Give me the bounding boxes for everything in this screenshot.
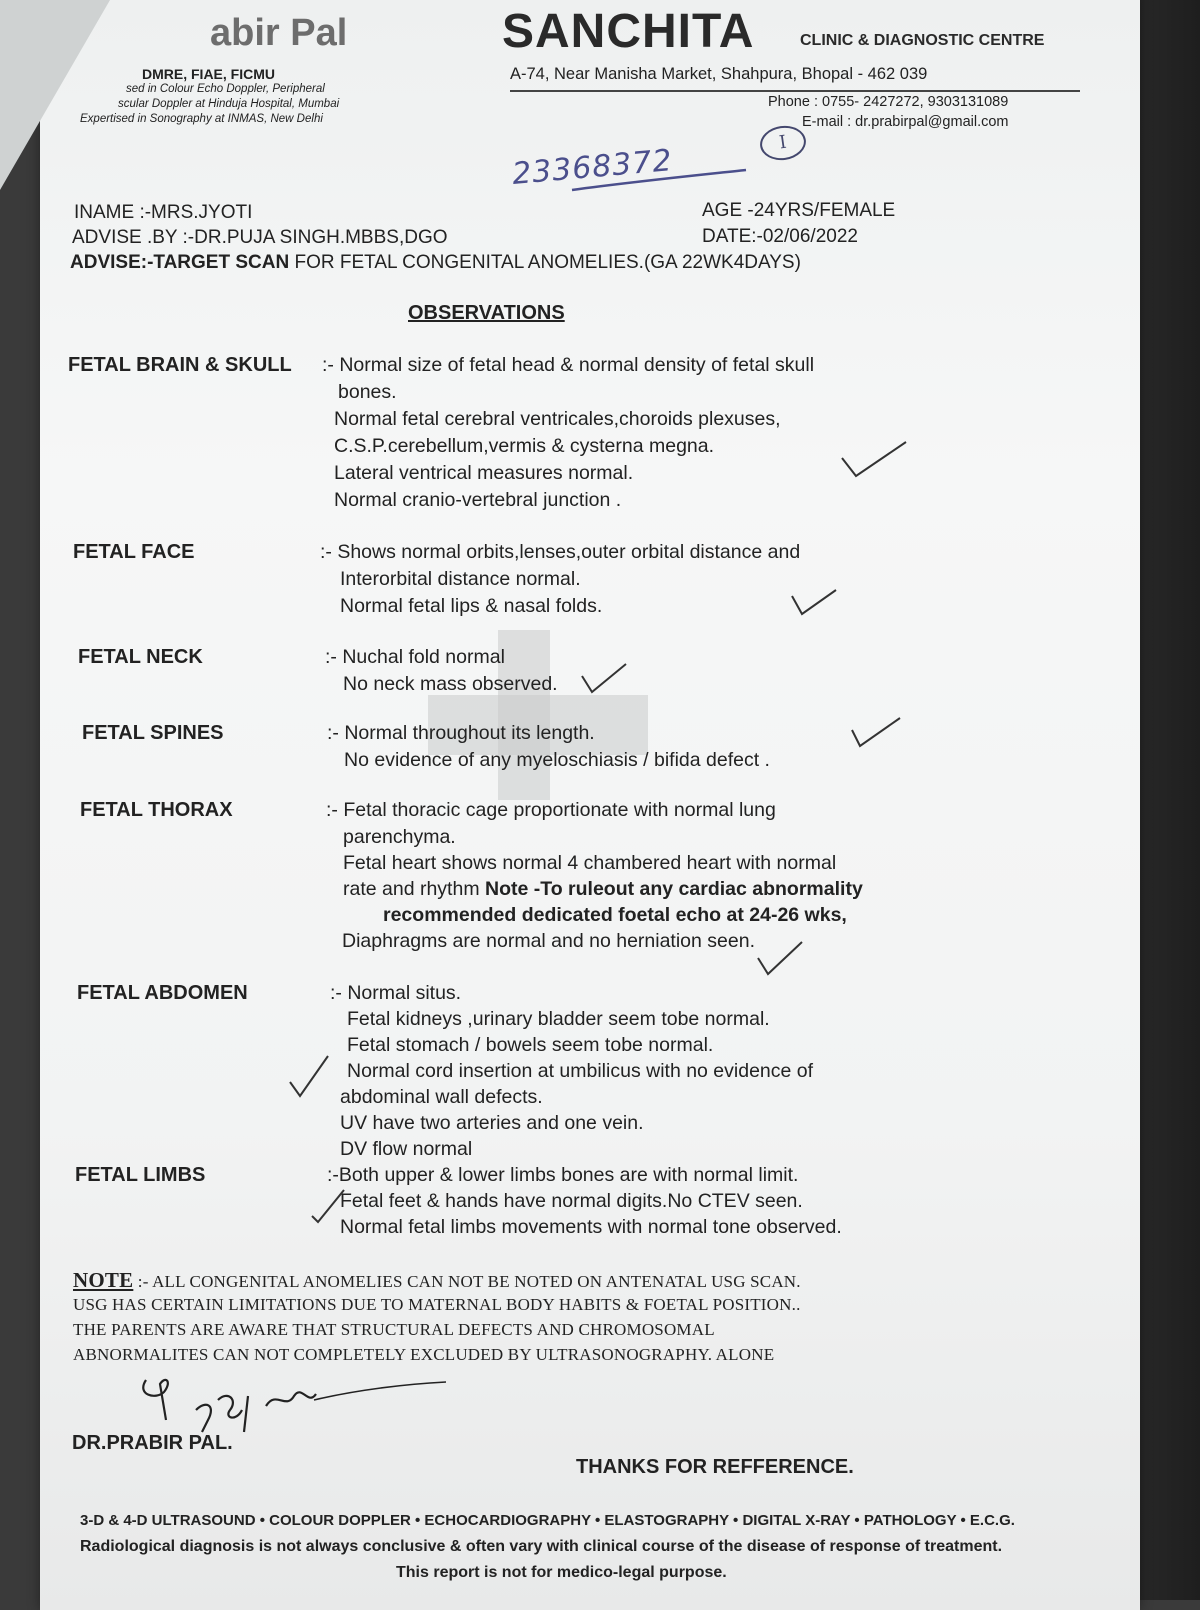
face-line: Interorbital distance normal. xyxy=(340,568,581,590)
brain-line: :- Normal size of fetal head & normal density of fetal skull xyxy=(322,354,815,376)
report-date: DATE:-02/06/2022 xyxy=(702,226,858,247)
abdomen-line: DV flow normal xyxy=(340,1138,473,1160)
patient-age: AGE -24YRS/FEMALE xyxy=(702,200,896,221)
clinic-phone: Phone : 0755- 2427272, 9303131089 xyxy=(768,94,1009,110)
abdomen-line: Fetal stomach / bowels seem tobe normal. xyxy=(347,1034,714,1056)
doctor-specialisation-2: scular Doppler at Hinduja Hospital, Mumbai xyxy=(118,98,340,110)
disclaimer-note-line: ABNORMALITES CAN NOT COMPLETELY EXCLUDED BY ULTRASONOGRAPHY. ALONE xyxy=(73,1345,775,1364)
handwritten-circled-mark: I xyxy=(758,123,808,163)
observations-heading: OBSERVATIONS xyxy=(408,302,565,324)
face-line: :- Shows normal orbits,lenses,outer orbital distance and xyxy=(320,541,801,563)
doctor-specialisation-3: Expertised in Sonography at INMAS, New Delhi xyxy=(80,113,323,125)
handwritten-underline xyxy=(570,168,750,198)
thorax-line xyxy=(343,878,863,901)
limbs-line: Normal fetal limbs movements with normal tone observed. xyxy=(340,1216,842,1238)
clinic-address: A-74, Near Manisha Market, Shahpura, Bhopal - 462 039 xyxy=(510,65,928,83)
paper-fold-corner xyxy=(0,0,110,190)
header-divider xyxy=(510,90,1080,92)
section-label-brain: FETAL BRAIN & SKULL xyxy=(68,354,292,376)
thorax-rhythm: rate and rhythm xyxy=(343,878,480,900)
footer-disclaimer: Radiological diagnosis is not always conclusive & often vary with clinical course of the disease of response of treatment. xyxy=(80,1538,1003,1555)
thorax-line xyxy=(383,904,847,927)
checkmark-icon xyxy=(288,1054,333,1099)
thorax-line: Fetal heart shows normal 4 chambered heart with normal xyxy=(343,852,837,874)
brain-line: Normal fetal cerebral ventricales,choroids plexuses, xyxy=(334,408,781,430)
section-label-limbs: FETAL LIMBS xyxy=(75,1164,206,1186)
section-label-thorax: FETAL THORAX xyxy=(80,799,233,821)
checkmark-icon xyxy=(580,662,630,697)
doctor-specialisation-1: sed in Colour Echo Doppler, Peripheral xyxy=(126,83,325,95)
spines-line: :- Normal throughout its length. xyxy=(327,722,595,744)
spines-line: No evidence of any myeloschiasis / bifida defect . xyxy=(344,749,770,771)
checkmark-icon xyxy=(840,438,910,483)
neck-line: No neck mass observed. xyxy=(343,673,558,695)
checkmark-icon xyxy=(756,938,806,978)
disclaimer-note-line xyxy=(73,1268,801,1293)
limbs-line: :-Both upper & lower limbs bones are with normal limit. xyxy=(327,1164,799,1186)
brain-line: Normal cranio-vertebral junction . xyxy=(334,489,622,511)
abdomen-line: Fetal kidneys ,urinary bladder seem tobe normal. xyxy=(347,1008,770,1030)
section-label-neck: FETAL NECK xyxy=(78,646,203,668)
thorax-line: Diaphragms are normal and no herniation seen. xyxy=(342,930,755,952)
face-line: Normal fetal lips & nasal folds. xyxy=(340,595,603,617)
doctor-qualifications: DMRE, FIAE, FICMU xyxy=(142,66,275,82)
clinic-subtitle: CLINIC & DIAGNOSTIC CENTRE xyxy=(800,32,1045,49)
limbs-line: Fetal feet & hands have normal digits.No CTEV seen. xyxy=(340,1190,803,1212)
footer-legal: This report is not for medico-legal purpose. xyxy=(396,1564,727,1581)
footer-services: 3-D & 4-D ULTRASOUND • COLOUR DOPPLER • ECHOCARDIOGRAPHY • ELASTOGRAPHY • DIGITAL X-RAY • PATHOLOGY • E.C.G. xyxy=(80,1512,1015,1529)
note-label: NOTE xyxy=(73,1268,134,1292)
cardiac-recommendation: recommended dedicated foetal echo at 24-26 wks, xyxy=(383,904,847,926)
thorax-line: parenchyma. xyxy=(343,826,456,848)
brain-line: C.S.P.cerebellum,vermis & cysterna megna. xyxy=(334,435,715,457)
abdomen-line: UV have two arteries and one vein. xyxy=(340,1112,644,1134)
section-label-spines: FETAL SPINES xyxy=(82,722,224,744)
thanks-line: THANKS FOR REFFERENCE. xyxy=(576,1456,854,1478)
brain-line: bones. xyxy=(338,381,397,403)
checkmark-icon xyxy=(310,1186,350,1226)
clinic-name: SANCHITA xyxy=(502,5,755,58)
abdomen-line: Normal cord insertion at umbilicus with no evidence of xyxy=(347,1060,814,1082)
checkmark-icon xyxy=(850,716,905,751)
neck-line: :- Nuchal fold normal xyxy=(325,646,505,668)
brain-line: Lateral ventrical measures normal. xyxy=(334,462,634,484)
note-text: :- ALL CONGENITAL ANOMELIES CAN NOT BE NOTED ON ANTENATAL USG SCAN. xyxy=(137,1272,801,1291)
report-paper xyxy=(40,0,1140,1610)
disclaimer-note-line: THE PARENTS ARE AWARE THAT STRUCTURAL DEFECTS AND CHROMOSOMAL xyxy=(73,1320,715,1339)
advised-by: ADVISE .BY :-DR.PUJA SINGH.MBBS,DGO xyxy=(72,227,448,248)
advise-label: ADVISE:-TARGET SCAN xyxy=(70,252,290,273)
checkmark-icon xyxy=(790,586,840,621)
doctor-name-fragment: abir Pal xyxy=(210,12,348,54)
advise-detail: FOR FETAL CONGENITAL ANOMELIES.(GA 22WK4DAYS) xyxy=(289,252,801,273)
abdomen-line: :- Normal situs. xyxy=(330,982,462,1004)
advise-line xyxy=(70,252,801,274)
section-label-abdomen: FETAL ABDOMEN xyxy=(77,982,248,1004)
section-label-face: FETAL FACE xyxy=(73,541,195,563)
doctor-signoff: DR.PRABIR PAL. xyxy=(72,1432,233,1454)
cardiac-note: Note -To ruleout any cardiac abnormality xyxy=(485,878,863,900)
patient-name: INAME :-MRS.JYOTI xyxy=(74,202,253,223)
doctor-signature xyxy=(136,1370,456,1450)
disclaimer-note-line: USG HAS CERTAIN LIMITATIONS DUE TO MATERNAL BODY HABITS & FOETAL POSITION.. xyxy=(73,1295,801,1314)
handwritten-reference-number: 23368372 xyxy=(510,143,674,192)
clinic-email: E-mail : dr.prabirpal@gmail.com xyxy=(802,114,1009,130)
thorax-line: :- Fetal thoracic cage proportionate with normal lung xyxy=(326,799,776,821)
abdomen-line: abdominal wall defects. xyxy=(340,1086,543,1108)
